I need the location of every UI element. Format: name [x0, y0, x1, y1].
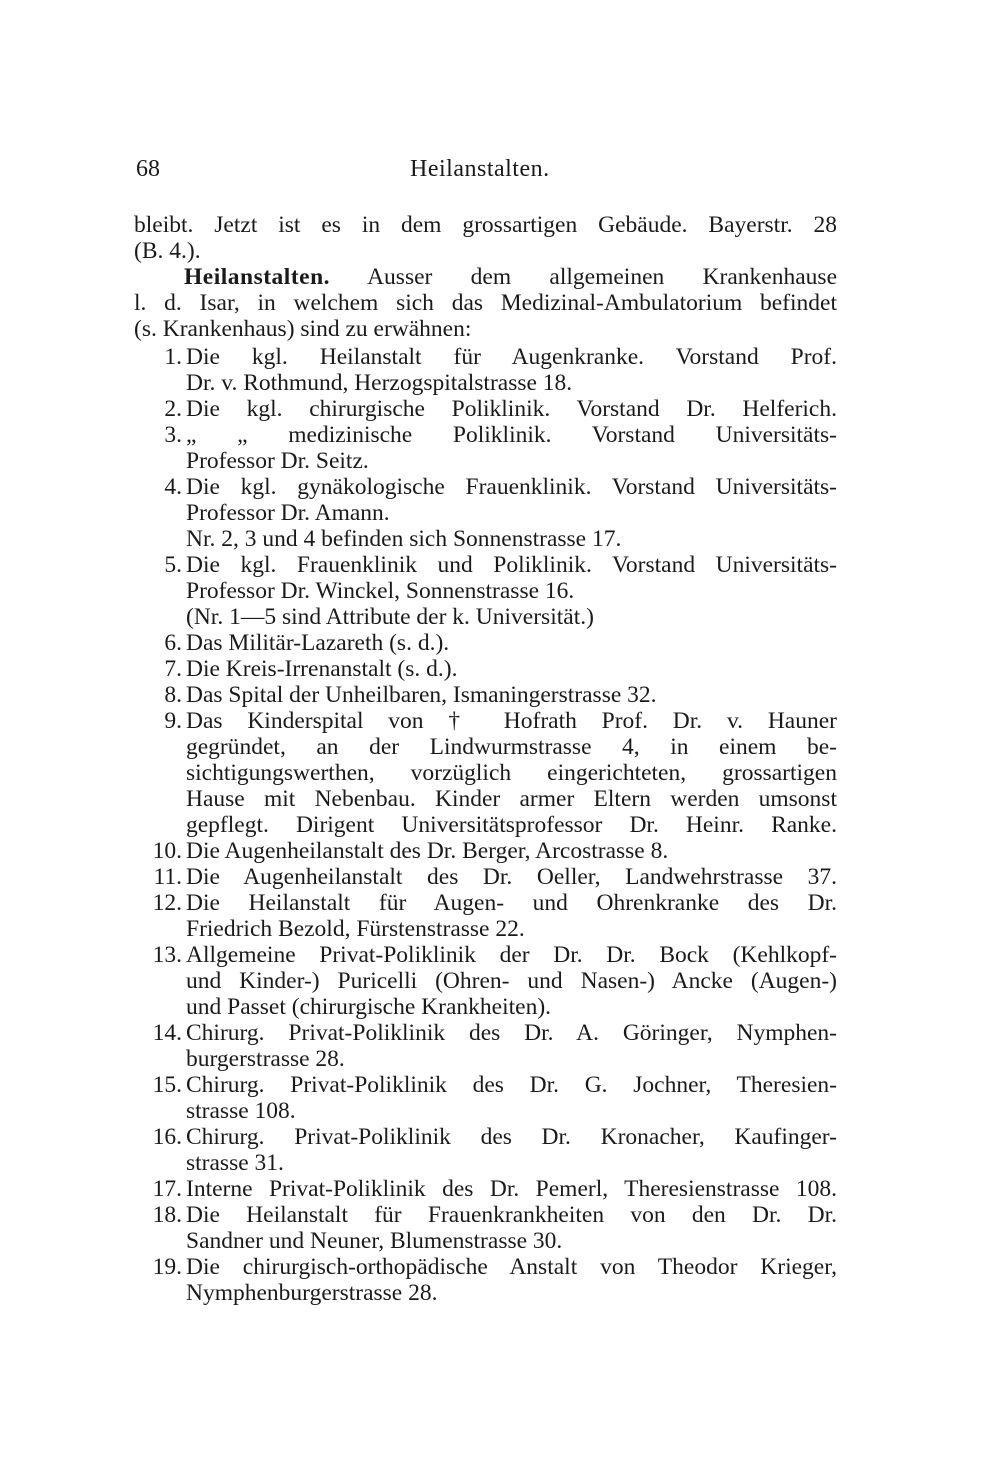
- section-heading: Heilanstalten.: [184, 264, 331, 290]
- list-item: [134, 552, 837, 630]
- item-text-line: Chirurg. Privat-Poliklinik des Dr. Kronacher, Kaufinger-: [186, 1124, 837, 1150]
- item-text-line: Friedrich Bezold, Fürstenstrasse 22.: [186, 916, 525, 942]
- list-item: [134, 1020, 837, 1072]
- item-text-line: und Passet (chirurgische Krankheiten).: [186, 994, 552, 1020]
- item-text-line: strasse 31.: [186, 1150, 284, 1176]
- list-item: [134, 1254, 837, 1306]
- item-text-line: Die Heilanstalt für Augen- und Ohrenkranke des Dr.: [186, 890, 837, 916]
- item-text-line: Professor Dr. Winckel, Sonnenstrasse 16.: [186, 578, 575, 604]
- item-text-line: Interne Privat-Poliklinik des Dr. Pemerl, Theresienstrasse 108.: [186, 1176, 837, 1202]
- item-text-line: Die kgl. gynäkologische Frauenklinik. Vorstand Universitäts-: [186, 474, 837, 500]
- list-item: [134, 1176, 837, 1202]
- item-text-line: burgerstrasse 28.: [186, 1046, 345, 1072]
- item-number: 10.: [152, 838, 182, 864]
- page-header: [136, 156, 836, 190]
- item-text-line: „ „ medizinische Poliklinik. Vorstand Universitäts-: [186, 422, 837, 448]
- list-item: [134, 1202, 837, 1254]
- item-text-line: Die kgl. chirurgische Poliklinik. Vorstand Dr. Helferich.: [186, 396, 837, 422]
- body-text: [134, 212, 837, 1306]
- item-text-line: Professor Dr. Amann.: [186, 500, 390, 526]
- text-line: (B. 4.).: [134, 238, 201, 264]
- text-line: bleibt. Jetzt ist es in dem grossartigen Gebäude. Bayerstr. 28: [134, 212, 837, 238]
- item-text-line: Professor Dr. Seitz.: [186, 448, 369, 474]
- item-text-line: Die Heilanstalt für Frauenkrankheiten von den Dr. Dr.: [186, 1202, 837, 1228]
- item-text-line: Die kgl. Heilanstalt für Augenkranke. Vorstand Prof.: [186, 344, 837, 370]
- institution-list: [134, 344, 837, 1306]
- item-number: 8.: [164, 682, 182, 708]
- item-text-line: Nymphenburgerstrasse 28.: [186, 1280, 438, 1306]
- item-number: 13.: [152, 942, 182, 968]
- list-item: [134, 474, 837, 552]
- item-text-line: Chirurg. Privat-Poliklinik des Dr. G. Jochner, Theresien-: [186, 1072, 837, 1098]
- list-item: [134, 942, 837, 1020]
- item-number: 15.: [152, 1072, 182, 1098]
- item-text-line: Das Kinderspital von † Hofrath Prof. Dr. v. Hauner: [186, 708, 837, 734]
- list-item: [134, 890, 837, 942]
- item-number: 5.: [164, 552, 182, 578]
- item-number: 4.: [164, 474, 182, 500]
- list-item: [134, 656, 837, 682]
- list-item: [134, 682, 837, 708]
- item-number: 17.: [152, 1176, 182, 1202]
- item-text-line: Die Augenheilanstalt des Dr. Oeller, Landwehrstrasse 37.: [186, 864, 837, 890]
- item-text-line: (Nr. 1—5 sind Attribute der k. Universität.): [186, 604, 594, 630]
- item-text-line: Die chirurgisch-orthopädische Anstalt von Theodor Krieger,: [186, 1254, 837, 1280]
- item-text-line: Das Militär-Lazareth (s. d.).: [186, 630, 450, 656]
- text-fragment: Ausser dem allgemeinen Krankenhause: [367, 264, 837, 290]
- intro-paragraph: [134, 212, 837, 342]
- item-text-line: Sandner und Neuner, Blumenstrasse 30.: [186, 1228, 563, 1254]
- item-text-line: Allgemeine Privat-Poliklinik der Dr. Dr. Bock (Kehlkopf-: [186, 942, 837, 968]
- item-number: 16.: [152, 1124, 182, 1150]
- item-text-line: Chirurg. Privat-Poliklinik des Dr. A. Göringer, Nymphen-: [186, 1020, 837, 1046]
- item-text-line: sichtigungswerthen, vorzüglich eingerichteten, grossartigen: [186, 760, 837, 786]
- list-item: [134, 838, 837, 864]
- item-number: 3.: [164, 422, 182, 448]
- item-number: 2.: [164, 396, 182, 422]
- item-number: 6.: [164, 630, 182, 656]
- list-item: [134, 708, 837, 838]
- item-number: 11.: [153, 864, 182, 890]
- item-text-line: Das Spital der Unheilbaren, Ismaningerstrasse 32.: [186, 682, 657, 708]
- item-text-line: Die Augenheilanstalt des Dr. Berger, Arcostrasse 8.: [186, 838, 669, 864]
- item-number: 9.: [164, 708, 182, 734]
- item-number: 12.: [152, 890, 182, 916]
- list-item: [134, 344, 837, 396]
- item-text-line: Die kgl. Frauenklinik und Poliklinik. Vorstand Universitäts-: [186, 552, 837, 578]
- list-item: [134, 1124, 837, 1176]
- item-text-line: strasse 108.: [186, 1098, 296, 1124]
- item-number: 7.: [164, 656, 182, 682]
- item-text-line: Nr. 2, 3 und 4 befinden sich Sonnenstrasse 17.: [186, 526, 622, 552]
- list-item: [134, 396, 837, 422]
- item-text-line: Dr. v. Rothmund, Herzogspitalstrasse 18.: [186, 370, 573, 396]
- list-item: [134, 864, 837, 890]
- list-item: [134, 422, 837, 474]
- item-text-line: Hause mit Nebenbau. Kinder armer Eltern werden umsonst: [186, 786, 837, 812]
- item-number: 1.: [164, 344, 182, 370]
- item-number: 18.: [152, 1202, 182, 1228]
- section-heading-line: [134, 264, 837, 290]
- item-number: 19.: [152, 1254, 182, 1280]
- running-title: Heilanstalten.: [410, 156, 550, 182]
- item-text-line: gepflegt. Dirigent Universitätsprofessor Dr. Heinr. Ranke.: [186, 812, 837, 838]
- item-text-line: Die Kreis-Irrenanstalt (s. d.).: [186, 656, 458, 682]
- item-number: 14.: [152, 1020, 182, 1046]
- item-text-line: gegründet, an der Lindwurmstrasse 4, in einem be-: [186, 734, 837, 760]
- item-text-line: und Kinder-) Puricelli (Ohren- und Nasen-) Ancke (Augen-): [186, 968, 837, 994]
- list-item: [134, 1072, 837, 1124]
- list-item: [134, 630, 837, 656]
- text-line: (s. Krankenhaus) sind zu erwähnen:: [134, 316, 472, 342]
- page-number: 68: [136, 156, 160, 182]
- text-line: l. d. Isar, in welchem sich das Medizinal-Ambulatorium befindet: [134, 290, 837, 316]
